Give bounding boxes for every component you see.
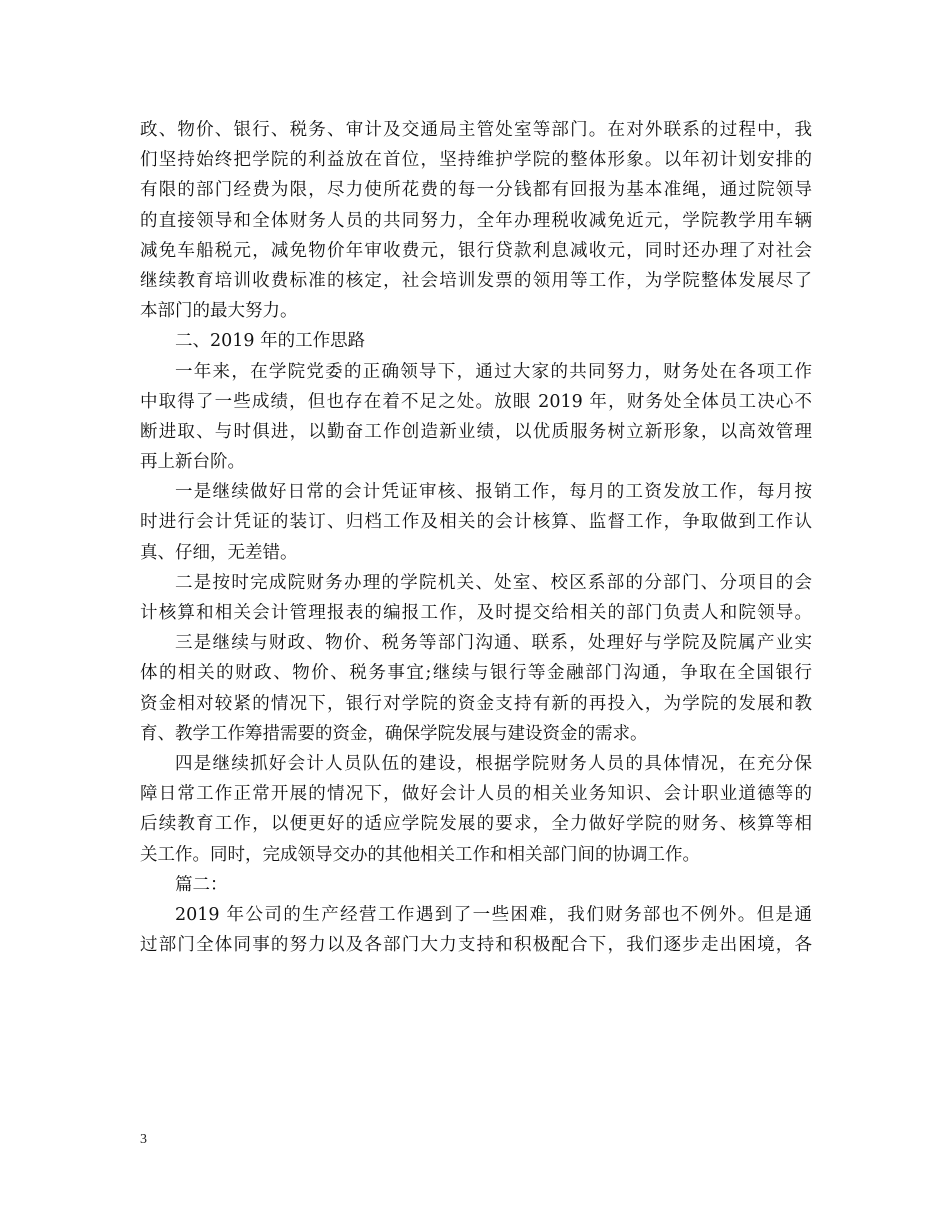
document-body: [140, 115, 812, 960]
text-line: 三是继续与财政、物价、税务等部门沟通、联系，处理好与学院及院属产业实: [175, 633, 812, 654]
text-line: 一是继续做好日常的会计凭证审核、报销工作，每月的工资发放工作，每月按: [175, 482, 812, 503]
text-line: 资金相对较紧的情况下，银行对学院的资金支持有新的再投入，为学院的发展和教: [140, 693, 812, 714]
page-number: 3: [140, 1132, 147, 1147]
text-line: 减免车船税元，减免物价年审收费元，银行贷款利息减收元，同时还办理了对社会: [140, 240, 812, 261]
text-line: 中取得了一些成绩，但也存在着不足之处。放眼 2019 年，财务处全体员工决心不: [140, 391, 812, 412]
text-line: 们坚持始终把学院的利益放在首位，坚持维护学院的整体形象。以年初计划安排的: [140, 150, 812, 171]
text-line: 过部门全体同事的努力以及各部门大力支持和积极配合下，我们逐步走出困境，各: [140, 935, 812, 956]
text-line: 关工作。同时，完成领导交办的其他相关工作和相关部门间的协调工作。: [140, 844, 700, 865]
text-line: 二、2019 年的工作思路: [175, 331, 366, 352]
text-line: 真、仔细，无差错。: [140, 542, 298, 563]
text-line: 育、教学工作筹措需要的资金，确保学院发展与建设资金的需求。: [140, 723, 648, 744]
text-line: 政、物价、银行、税务、审计及交通局主管处室等部门。在对外联系的过程中，我: [140, 120, 812, 140]
text-line: 再上新台阶。: [140, 452, 245, 473]
text-line: 本部门的最大努力。: [140, 301, 298, 322]
text-line: 时进行会计凭证的装订、归档工作及相关的会计核算、监督工作，争取做到工作认: [140, 512, 812, 533]
text-line: 计核算和相关会计管理报表的编报工作，及时提交给相关的部门负责人和院领导。: [140, 603, 812, 623]
text-line: 断进取、与时俱进，以勤奋工作创造新业绩，以优质服务树立新形象，以高效管理: [140, 421, 812, 442]
text-line: 有限的部门经费为限，尽力使所花费的每一分钱都有回报为基本准绳，通过院领导: [140, 180, 812, 201]
text-line: 继续教育培训收费标准的核定，社会培训发票的领用等工作，为学院整体发展尽了: [140, 270, 812, 291]
text-line: 篇二：: [175, 874, 228, 895]
text-line: 的直接领导和全体财务人员的共同努力，全年办理税收减免近元，学院教学用车辆: [140, 210, 812, 231]
text-line: 体的相关的财政、物价、税务事宜;继续与银行等金融部门沟通，争取在全国银行: [140, 663, 812, 684]
text-line: 2019 年公司的生产经营工作遇到了一些困难，我们财务部也不例外。但是通: [175, 904, 812, 925]
text-line: 后续教育工作，以便更好的适应学院发展的要求，全力做好学院的财务、核算等相: [140, 814, 812, 835]
text-line: 四是继续抓好会计人员队伍的建设，根据学院财务人员的具体情况，在充分保: [175, 753, 812, 774]
text-line: 二是按时完成院财务办理的学院机关、处室、校区系部的分部门、分项目的会: [175, 572, 812, 593]
text-line: 一年来，在学院党委的正确领导下，通过大家的共同努力，财务处在各项工作: [175, 361, 812, 382]
text-line: 障日常工作正常开展的情况下，做好会计人员的相关业务知识、会计职业道德等的: [140, 784, 812, 805]
